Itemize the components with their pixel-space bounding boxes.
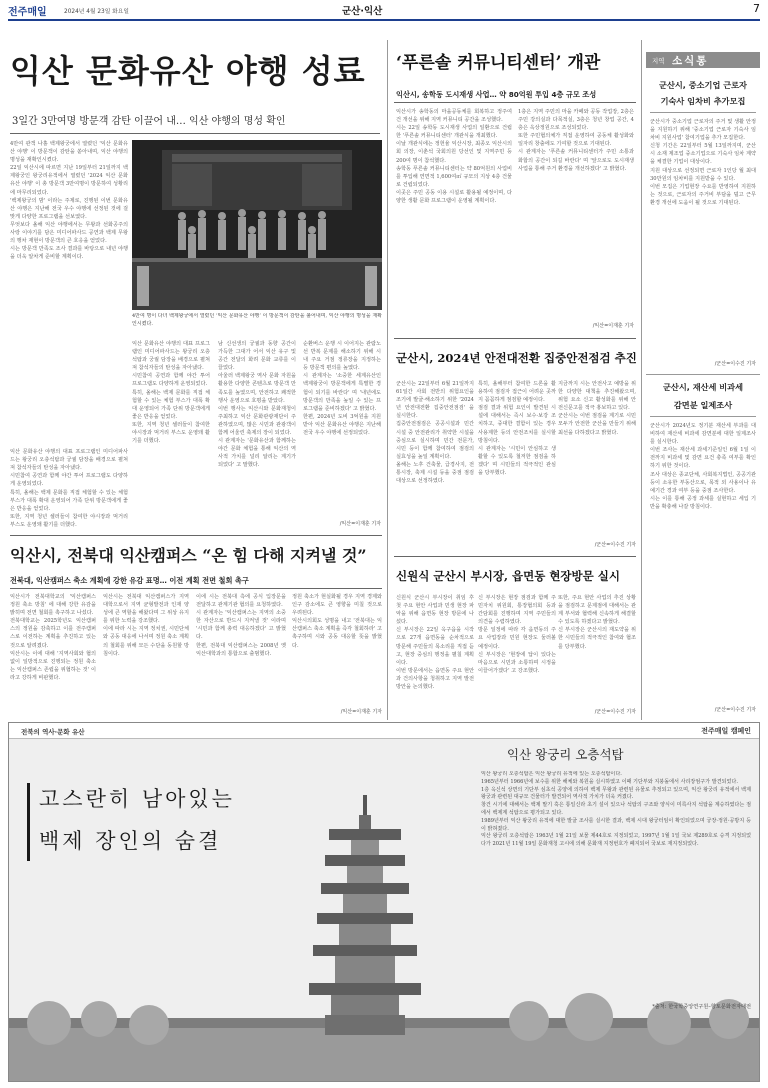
lead-headline: 익산 문화유산 야행 성료 — [10, 52, 366, 90]
community-headline: ‘푸른솔 커뮤니티센터’ 개관 — [396, 53, 601, 73]
heritage-source: *출처: 한국학중앙연구원–향토문화전자대전 — [652, 1004, 751, 1010]
safety-headline: 군산시, 2024년 안전대전환 집중안전점검 추진 — [396, 351, 637, 365]
sidebar-item1-rule — [650, 112, 756, 113]
campus-col4: 정원 축소가 현실화될 경우 지역 경제와 인구 감소에도 큰 영향을 미칠 것으로 우려된다. 익산시의회도 성명을 내고 '전북대는 익산캠퍼스 축소 계획을 즉각 철회하라' 고 촉구하며 시와 공동 대응할 뜻을 밝혔다. — [292, 594, 382, 649]
sidebar-item2-title-2: 감면분 일제조사 — [673, 400, 733, 410]
lead-photo-caption: 4만여 명이 다녀 백제왕궁에서 열렸던 ‘익산 문화유산 야행’ 이 방문객이 감탄을 불어내며, 익산 야행의 명성을 재확인시켰다. — [132, 313, 382, 327]
community-subhead: 익산시, 송학동 도시재생 사업… 약 80억원 투입 4층 규모 조성 — [396, 90, 597, 99]
sidebar-label-prefix: 지역 — [652, 57, 665, 65]
sidebar-item1-body: 군산시가 중소기업 근로자의 주거 및 생활 안정을 지원하기 위해 '중소기업 근로자 기숙사 임차비 지원사업' 참여기업을 추가 모집한다. 신청 기간은 22일부터 5월 13일까지며, 군산시 소재 제조업 중소기업으로 기숙사 임차 계약을 체결한 기업이 대상이다. 지원 대상으로 선정되면 근로자 1인당 월 최대 30만원의 임차비를 지원받을 수 있다. 이번 모집은 기업현장 수요를 반영하여 지원하는 것으로, 근로자의 주거비 부담을 덜고 근무 환경 개선에 도움이 될 것으로 기대된다. — [650, 119, 756, 206]
safety-byline: /군산=이수진 기자 — [594, 542, 636, 548]
lead-photo — [132, 140, 382, 310]
campus-col2: 익산시는 전북대 익산캠퍼스가 지역 대학으로서 지역 균형발전과 인재 양성에 큰 역할을 해왔다며 그 위상 유지를 위한 노력을 강조했다. 이에 따라 시는 지역 정치권, 시민단체와 공동 대응에 나서며 정원 축소 계획의 철회를 위해 모든 수단을 동원할 방침이다. — [103, 594, 189, 657]
sidebar-label-box — [646, 52, 760, 68]
heritage-title: 익산 왕궁리 오층석탑 — [507, 747, 624, 762]
masthead — [8, 0, 760, 20]
lead-col3: 남 신선생의 궁궐과 동향 공간이 가득한 그대가 어서 익산 유구 및 공간 전달의 화려 문화 교류를 이끌었다. 아울러 백제왕궁 역사 문화 자원을 활용한 다양한 콘텐츠로 방문객 만족도를 높였으며, 안전하고 쾌적한 행사 운영으로 호평을 받았다. 이번 행사는 익산시와 문화재청이 주최하고 익산 문화관광재단이 주관하였으며, 많은 시민과 관광객이 함께 어울린 축제의 장이 되었다. 시 관계자는 '문화유산과 함께하는 야간 문화 체험을 통해 익산의 역사적 가치를 널리 알리는 계기가 되었다' 고 말했다. — [218, 341, 296, 469]
safety-col1: 군산시는 22일부터 6월 21일까지 61일간 사회 전반의 위험요인을 조기에 발굴·해소하기 위한 '2024년 안전대전환 집중안전점검' 을 실시한다. 집중안전점검은 공공시설과 민간시설 중 안전관리가 취약한 시설을 중심으로 실시하며 민간 전문가, 시민 등이 함께 참여하여 점검의 실효성을 높일 계획이다. 올해는 노후 건축물, 급경사지, 전통시장, 축제 시설 등을 중점 점검 대상으로 선정하였다. — [396, 381, 474, 485]
lead-subhead-rule — [10, 133, 380, 134]
sidebar-item2-title-1: 군산시, 재산세 비과세 — [663, 382, 743, 392]
lead-bottom-rule — [10, 535, 382, 536]
sidebar-item1-title-2: 기숙사 임차비 추가모집 — [660, 96, 746, 106]
page-number: 7 — [753, 2, 760, 15]
safety-col3: 지금까지 시는 안전사고 예방을 위한 다양한 대책을 추진해왔으며, 위험 요소 신고 활성화를 위해 안전신문고를 적극 홍보하고 있다. 군산시는 이번 점검을 계기로 시민 모두가 안전한 군산을 만들기 위해 최선을 다하겠다고 밝혔다. — [558, 381, 636, 436]
lead-col2: 익산 문화유산 야행의 대표 프로그램인 미디어파사드는 왕궁리 오층석탑과 궁궐 담장을 배경으로 펼쳐져 참석자들의 탄성을 자아냈다. 시민참여 공연과 함께 야간 투어 프로그램도 다양하게 운영되었다. 특히, 올해는 백제 문화를 직접 체험할 수 있는 체험 부스가 대폭 확대 운영되어 가족 단위 방문객에게 좋은 반응을 얻었다. 또한, 지역 청년 셀러들이 참여한 야시장과 먹거리 부스도 운영돼 활기를 더했다. — [132, 341, 210, 445]
lead-byline: /익산=이재훈 기자 — [339, 521, 381, 527]
header-rule — [8, 19, 760, 21]
sidebar-item1-byline: /군산=이수진 기자 — [714, 361, 756, 367]
heritage-campaign-label: 전주매일 캠페인 — [701, 727, 751, 735]
banner-line-2: 백제 장인의 숨결 — [39, 829, 222, 853]
campus-col3: 이에 시는 전북대 측에 공식 입장문을 전달하고 관계기관 협의를 요청하였다. 시 관계자는 '익산캠퍼스는 지역의 소중한 자산으로 반드시 지켜낼 것' 이라며 '시민과 함께 총력 대응하겠다' 고 밝혔다. 한편, 전북대 익산캠퍼스는 2008년 옛 익산대학과의 통합으로 출범했다. — [196, 594, 286, 657]
lead-col1-continued — [10, 440, 128, 532]
col-divider-sidebar — [641, 40, 642, 720]
lead-subhead: 3일간 3만여명 방문객 감탄 이끌어 내… 익산 야행의 명성 확인 — [12, 116, 286, 127]
community-subhead-rule — [394, 102, 636, 103]
stage-photo-graphic — [132, 140, 382, 310]
vicemayor-col2: 신 부시장은 현장 점검과 함께 주민자치 위원회, 통장협의회 등과 간담회를 진행하며 지역 주민들의 의견을 수렴하였다. 방문 일정에 따라 각 읍면동의 주요 사업장과 민원 현장도 둘러볼 예정이다. 신 부시장은 '현장에 답이 있다는 마음으로 시민과 소통하며 시정을 이끌어가겠다' 고 강조했다. — [478, 595, 556, 674]
vicemayor-col3: 또한, 주요 현안 사업의 추진 상황을 점검하고 문제점에 대해서는 관계 부서와 협력해 신속하게 해결할 수 있도록 하겠다고 밝혔다. 신 부시장은 군산시의 재도약을 위한 시민들의 적극적인 참여와 협조를 당부했다. — [558, 595, 636, 650]
banner-accent — [27, 783, 30, 861]
safety-col2: 특히, 올해부터 참여한 드론을 활용하여 점검자 접근이 어려운 곳까지 꼼꼼하게 점검할 예정이다. 점검 결과 위험 요인이 발견된 시설에 대해서는 즉시 보수·보강 조치하고, 중대한 결함이 있는 경우 사용제한 등의 안전조치를 실시할 방침이다. 시 관계자는 '시민이 안심하고 생활할 수 있도록 철저한 점검을 하겠다' 며 시민들의 적극적인 관심을 당부했다. — [478, 381, 556, 477]
sidebar-item2-body: 군산시가 2024년도 정기분 재산세 부과를 대비하여 재산세 비과세 감면분에 대한 일제조사를 실시한다. 이번 조사는 재산세 과세기준일인 6월 1일 이전까지 비과세 및 감면 요건 충족 여부를 확인하기 위한 것이다. 조사 대상은 종교단체, 사회복지법인, 공공기관 등이 소유한 부동산으로, 목적 외 사용이나 유예기간 경과 여부 등을 중점 조사한다. 시는 이를 통해 공정 과세를 실현하고 세입 기반을 확충해 나갈 방침이다. — [650, 423, 756, 510]
sidebar-item2-byline: /군산=이수진 기자 — [714, 707, 756, 713]
community-col1: 익산시가 송학동의 마을공동체를 회복하고 정주여건 개선을 위해 지역 커뮤니티 공간을 조성했다. 시는 22일 송학동 도시재생 사업의 일환으로 건립한 '푸른솔 커뮤니티센터' 개관식을 개최했다. 이날 개관식에는 정헌율 익산시장, 최종오 익산시의회 의장, 이춘석 국회의원 당선인 및 지역주민 등 200여 명이 참석했다. 송학동 푸른솔 커뮤니티센터는 약 80억원의 사업비를 투입해 연면적 1,600여㎡ 규모의 지상 4층 건물로 건립되었다. 이곳은 주민 공동 이용 시설로 활용될 예정이며, 다양한 생활 문화 프로그램이 운영될 계획이다. — [396, 109, 512, 205]
banner-line-1: 고스란히 남아있는 — [39, 787, 235, 811]
issue-date: 2024년 4월 23일 화요일 — [64, 9, 129, 15]
sidebar-label: 소식통 — [672, 55, 709, 67]
campus-subhead-rule — [10, 588, 382, 589]
campus-headline: 익산시, 전북대 익산캠퍼스 “온 힘 다해 지켜낼 것” — [10, 546, 367, 565]
vicemayor-col1: 신원식 군산시 부시장이 취임 후 첫 주요 현안 사업과 민생 현장 파악을 위해 읍면동 현장 방문에 나섰다. 신 부시장은 22일 옥구읍을 시작으로 27개 읍면동을 순차적으로 방문해 주민들의 목소리를 직접 듣고, 현장 중심의 행정을 펼칠 계획이다. 이번 방문에서는 읍면동 주요 현안과 건의사항을 청취하고 지역 발전 방안을 논의했다. — [396, 595, 474, 691]
heritage-box — [8, 722, 760, 1082]
sidebar-item2-rule — [650, 416, 756, 417]
heritage-series-label: 전북의 역사·문화 유산 — [21, 728, 85, 736]
campus-col1: 익산시가 전북대학교의 '익산캠퍼스 정원 축소 방침' 에 대해 강한 유감을 밝히며 전면 철회를 촉구하고 나섰다. 전북대학교는 2025학년도 익산캠퍼스의 정원을 감축하고 이를 전주캠퍼스로 이전하는 계획을 추진하고 있는 것으로 알려졌다. 익산시는 이에 대해 '지역사회와 협의 없이 일방적으로 진행되는 정원 축소는 익산캠퍼스 존립을 위협하는 것' 이라고 강하게 비판했다. — [10, 594, 96, 681]
safety-bottom-rule — [394, 556, 636, 557]
paper-name: 전주매일 — [8, 7, 47, 18]
community-col2: 1층은 지역 주민의 마을 카페와 공동 작업장, 2층은 주민 강의실과 다목적실, 3층은 청년 창업 공간, 4층은 옥상정원으로 조성되었다. 또한 주민협의체가 직접 운영하여 공동체 활성화와 일자리 창출에도 기여할 것으로 기대된다. 시 관계자는 '푸른솔 커뮤니티센터가 주민 소통과 화합의 공간이 되길 바란다' 며 '앞으로도 도시재생 사업을 통해 주거 환경을 개선하겠다' 고 밝혔다. — [518, 109, 634, 172]
lead-col1: 4만여 관객 나흘 백제왕궁에서 열렸던 '익산 문화유산 야행' 이 방문객이 감탄을 쏟아내며, 익산 야행의 명성을 재확인시켰다. 22일 익산시에 따르면 지난 19일부터 21일까지 백제왕궁인 왕궁리유적에서 열렸던 '2024 익산 문화유산 야행' 이 총 방문객 3만여명이 방문하여 성황리에 마무리되었다. '백제왕궁의 밤' 이라는 주제로, 진행된 이번 문화유산 야행은 지난해 전국 우수 야행에 선정된 것에 걸맞게 다양한 프로그램을 선보였다. 무엇보다 올해 익산 야행에서는 무왕과 선화공주의 사랑 이야기를 담은 미디어파사드 공연과 백제 무왕의 행차 재현이 방문객의 큰 호응을 얻었다. 시는 방문객 만족도 조사 결과를 바탕으로 내년 야행을 더욱 알차게 준비할 계획이다. — [10, 141, 128, 261]
vicemayor-headline: 신원식 군산시 부시장, 읍면동 현장방문 실시 — [396, 569, 620, 583]
heritage-header-bar — [9, 723, 760, 739]
campus-subhead: 전북대, 익산캠퍼스 축소 계획에 강한 유감 표명… 이전 계획 전면 철회 촉구 — [10, 576, 249, 585]
lead-col4: 순환버스 운행 시 이어지는 관람노선 반복 문제를 해소하기 위해 시내 주요 거점 정류장을 지정하는 등 방문객 편의를 높였다. 시 관계자는 '소중한 세계유산인 백제왕궁이 방문객에게 특별한 경험이 되기를 바란다' 며 '내년에도 방문객의 만족을 높일 수 있는 프로그램을 준비하겠다' 고 밝혔다. 한편, 2024년 도비 3억원을 지원받아 익산 문화유산 야행은 지난해 전국 우수 야행에 선정되었다. — [303, 341, 381, 437]
heritage-banner — [27, 773, 317, 871]
col-divider-mid — [387, 40, 388, 720]
community-byline: /익산=이재훈 기자 — [592, 323, 634, 329]
section-title: 군산·익산 — [342, 6, 383, 17]
vicemayor-byline: /군산=이수진 기자 — [594, 709, 636, 715]
heritage-body: 익산 왕궁리 오층석탑은 익산 왕궁리 유적에 있는 오층석탑이다. 1965년부터 1966년에 보수를 위한 해체와 복원을 실시하였고 이때 기단부와 지붕돌에서 사리장엄구가 발견되었다. 1층 옥신석 상면의 기단부 심초석 공양에 의하여 백제 무왕과 관련된 유물로 추정되고 있으며, 익산 왕궁리 유적에서 백제 왕궁과 관련된 대규모 건물터가 발견되어 역사적 가치가 더욱 커졌다. 창건 시기에 대해서는 백제 말기 혹은 통일신라 초기 설이 있으나 석탑의 구조와 양식이 미륵사지 석탑을 계승하였다는 점에서 백제계 석탑으로 평가되고 있다. 1989년부터 익산 왕궁리 유적에 대한 발굴 조사를 실시한 결과, 백제 시대 왕궁터임이 확인되었으며 궁장·정원·공방지 등이 밝혀졌다. 익산 왕궁리 오층석탑은 1963년 1월 21일 보물 제44호로 지정되었고, 1997년 1월 1일 국보 제289호로 승격 지정되었다가 2021년 11월 19일 문화재청 고시에 의해 문화재 지정번호가 폐지되어 국보로 재지정되었다. — [481, 771, 751, 848]
lead-col1-tail: 익산 문화유산 야행의 대표 프로그램인 미디어파사드는 왕궁리 오층석탑과 궁궐 담장을 배경으로 펼쳐져 참석자들의 탄성을 자아냈다. 시민참여 공연과 함께 야간 투어 프로그램도 다양하게 운영되었다. 특히, 올해는 백제 문화를 직접 체험할 수 있는 체험 부스가 대폭 확대 운영되어 가족 단위 방문객에게 좋은 반응을 얻었다. 또한, 지역 청년 셀러들이 참여한 야시장과 먹거리 부스도 운영돼 활기를 더했다. — [10, 449, 128, 528]
campus-byline: /익산=이재훈 기자 — [340, 709, 382, 715]
community-bottom-rule — [394, 338, 636, 339]
sidebar-item1-title-1: 군산시, 중소기업 근로자 — [659, 80, 747, 90]
sidebar-divider — [646, 374, 760, 375]
